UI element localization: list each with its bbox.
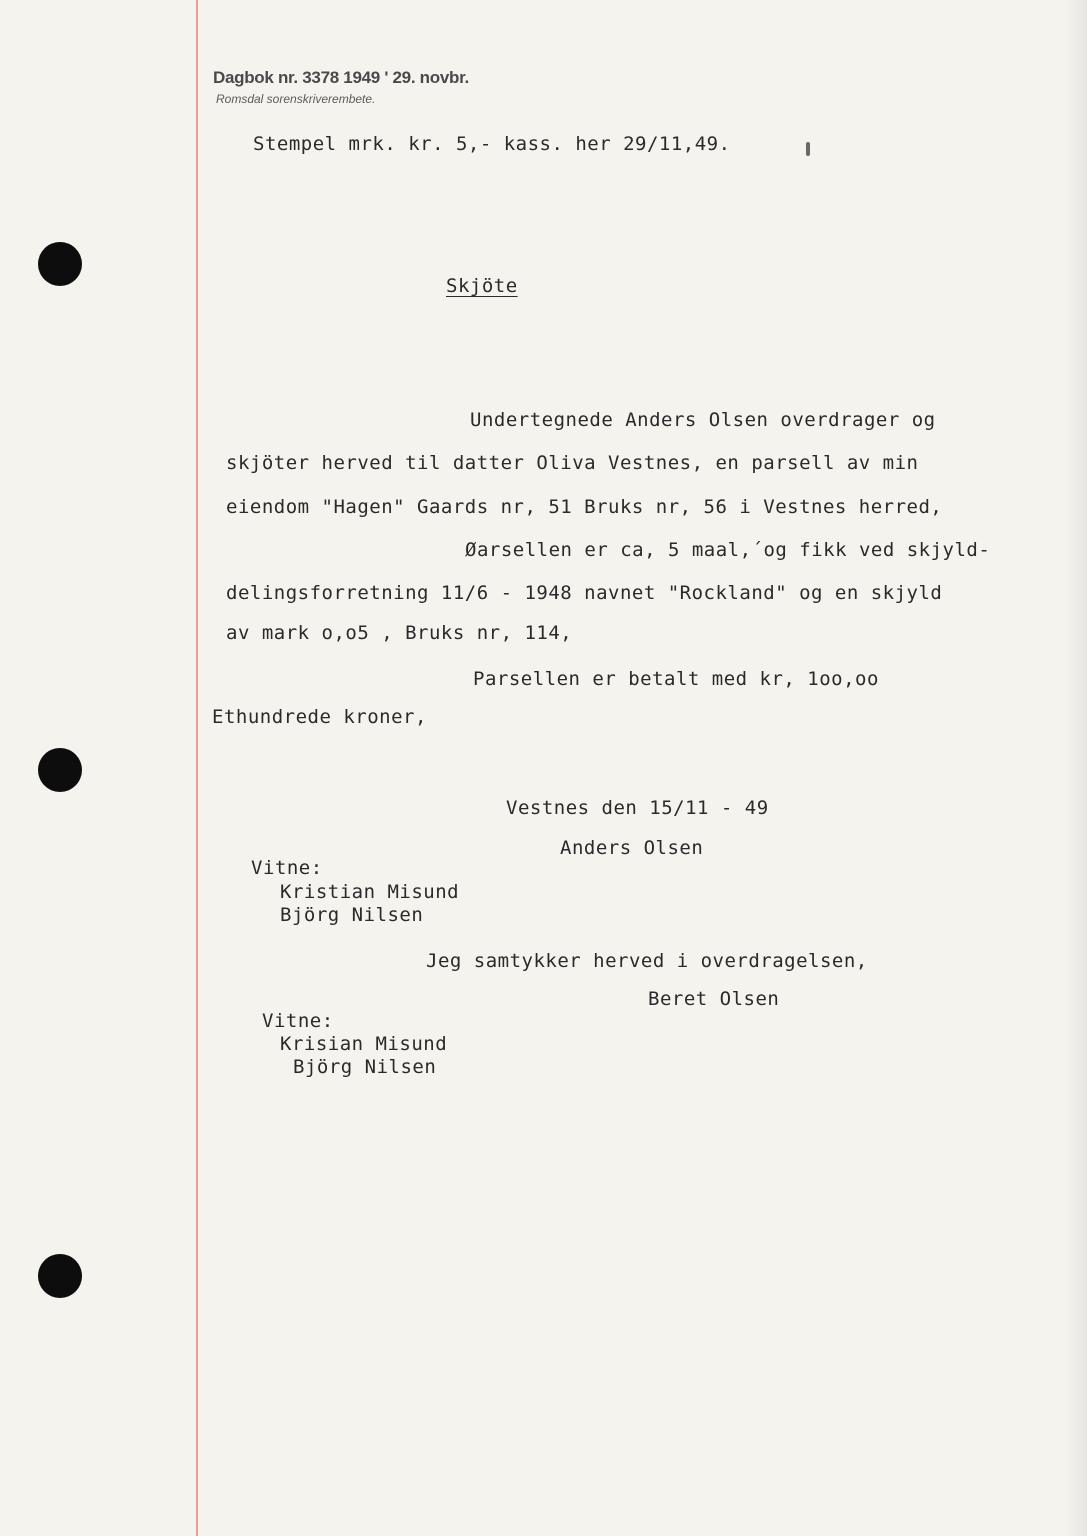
witness-name: Kristian Misund	[280, 881, 460, 903]
witness-heading: Vitne:	[251, 857, 323, 879]
body-line: delingsforretning 11/6 - 1948 navnet "Rockland" og en skjyld	[226, 582, 943, 604]
witness-name: Krisian Misund	[280, 1033, 448, 1055]
margin-line	[196, 0, 198, 1536]
body-line: skjöter herved til datter Oliva Vestnes, en parsell av min	[226, 452, 919, 474]
witness-heading: Vitne:	[262, 1010, 334, 1032]
body-line: eiendom "Hagen" Gaards nr, 51 Bruks nr, 56 i Vestnes herred,	[226, 496, 943, 518]
ink-mark	[806, 142, 810, 156]
document-title: Skjöte	[446, 275, 518, 297]
signature-seller: Anders Olsen	[560, 837, 704, 859]
place-date: Vestnes den 15/11 - 49	[506, 797, 769, 819]
witness-name: Björg Nilsen	[280, 904, 424, 926]
body-line: Ethundrede kroner,	[212, 706, 427, 728]
stamp-duty-note: Stempel mrk. kr. 5,- kass. her 29/11,49.	[253, 133, 731, 155]
witness-name: Björg Nilsen	[293, 1056, 437, 1078]
registry-stamp-office: Romsdal sorenskriverembete.	[216, 92, 376, 106]
registry-stamp: Dagbok nr. 3378 1949 ' 29. novbr.	[213, 68, 469, 87]
body-line: Undertegnede Anders Olsen overdrager og	[470, 409, 936, 431]
body-line: av mark o,o5 , Bruks nr, 114,	[226, 622, 573, 644]
body-line: Øarsellen er ca, 5 maal,´og fikk ved skjyld-	[465, 539, 991, 561]
body-line: Parsellen er betalt med kr, 1oo,oo	[473, 668, 879, 690]
punch-hole	[38, 748, 82, 792]
consent-statement: Jeg samtykker herved i overdragelsen,	[426, 950, 868, 972]
signature-spouse: Beret Olsen	[648, 988, 780, 1010]
punch-hole	[38, 242, 82, 286]
punch-hole	[38, 1254, 82, 1298]
page-edge-shadow	[1065, 0, 1087, 1536]
